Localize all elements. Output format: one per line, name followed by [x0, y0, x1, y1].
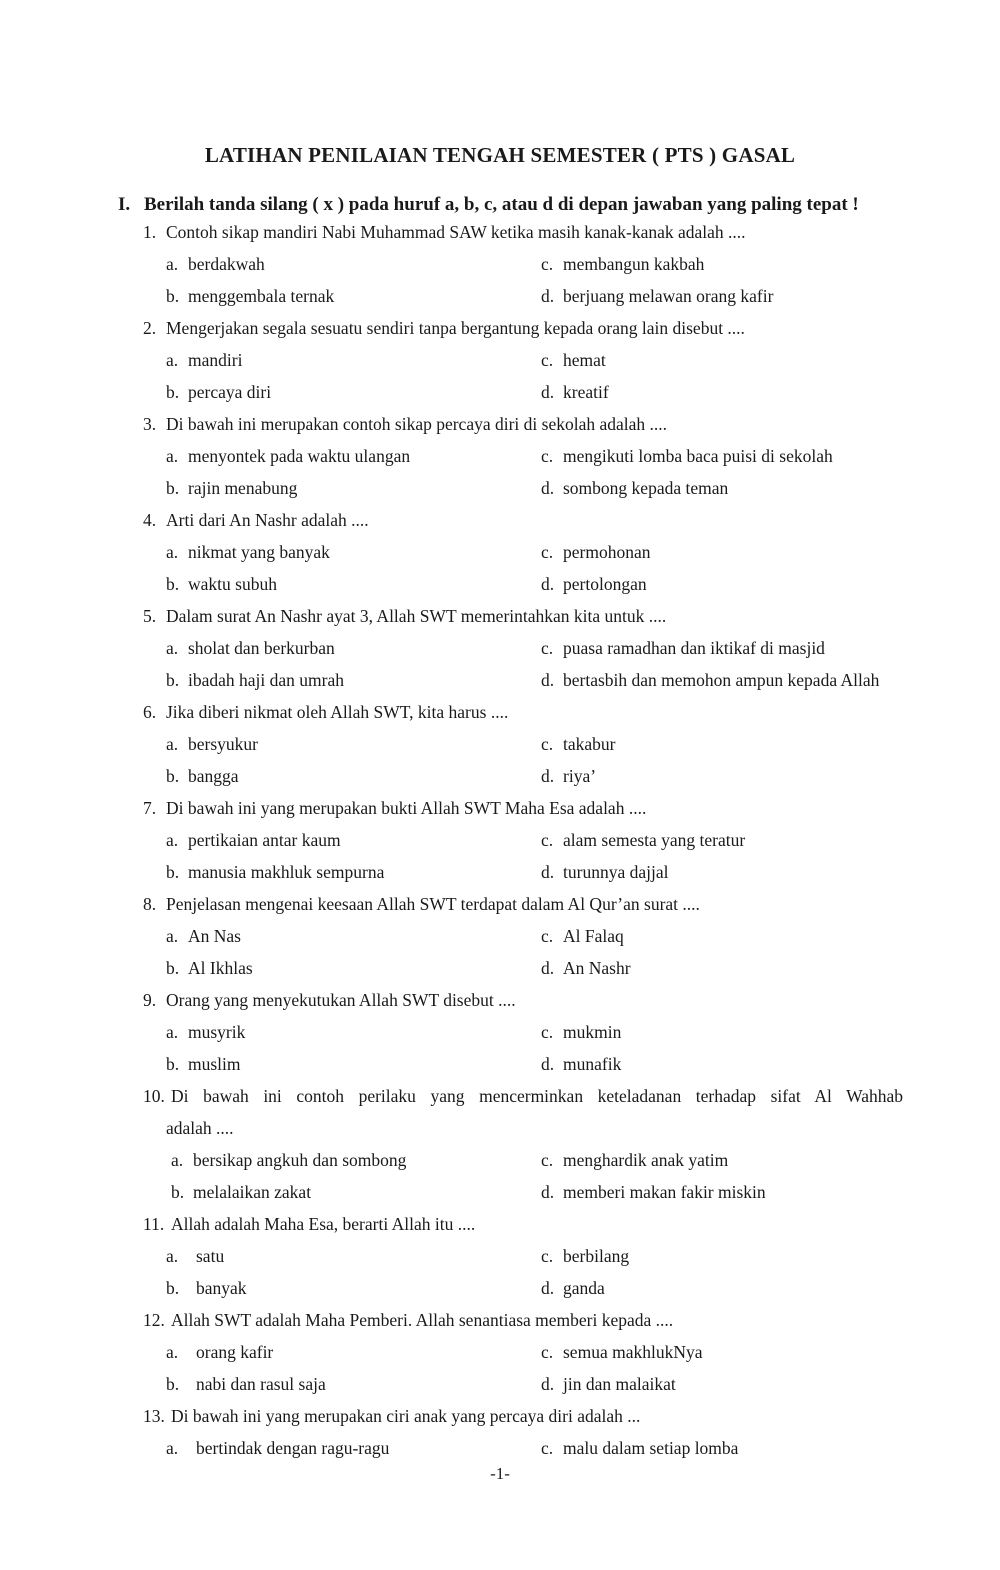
- option-letter: c.: [541, 1438, 554, 1458]
- option-text: mukmin: [563, 1022, 622, 1042]
- question-number: 5.: [143, 606, 157, 626]
- option-text: takabur: [563, 734, 616, 754]
- option-letter: d.: [541, 286, 555, 306]
- option-letter: d.: [541, 1054, 555, 1074]
- answer-option-c[interactable]: [541, 536, 650, 568]
- option-text: memberi makan fakir miskin: [563, 1182, 766, 1202]
- question-item: [0, 1208, 1000, 1304]
- option-letter: c.: [541, 350, 554, 370]
- question-number: 2.: [143, 318, 157, 338]
- option-row: [0, 1016, 1000, 1048]
- option-text: ibadah haji dan umrah: [188, 670, 344, 690]
- option-letter: b.: [166, 574, 180, 594]
- question-text: Penjelasan mengenai keesaan Allah SWT terdapat dalam Al Qur’an surat ....: [166, 894, 700, 914]
- question-number: 1.: [143, 222, 157, 242]
- answer-option-c[interactable]: [541, 248, 704, 280]
- answer-option-b[interactable]: [166, 1368, 326, 1400]
- option-text: rajin menabung: [188, 478, 298, 498]
- option-letter: c.: [541, 1022, 554, 1042]
- answer-option-c[interactable]: [541, 1144, 728, 1176]
- option-row: [0, 280, 1000, 312]
- option-text: pertolongan: [563, 574, 647, 594]
- answer-option-d[interactable]: [541, 280, 773, 312]
- option-letter: a.: [166, 638, 179, 658]
- answer-option-d[interactable]: [541, 664, 879, 696]
- option-row: [0, 248, 1000, 280]
- option-row: [0, 1176, 1000, 1208]
- option-letter: c.: [541, 254, 554, 274]
- option-text: riya’: [563, 766, 597, 786]
- option-letter: a.: [166, 926, 179, 946]
- answer-option-b[interactable]: [166, 856, 384, 888]
- option-text: alam semesta yang teratur: [563, 830, 746, 850]
- option-row: [0, 472, 1000, 504]
- question-text: Arti dari An Nashr adalah ....: [166, 510, 369, 530]
- option-letter: d.: [541, 670, 555, 690]
- section-number: I.: [118, 194, 131, 215]
- option-row: [0, 952, 1000, 984]
- option-row: [0, 1144, 1000, 1176]
- answer-option-c[interactable]: [541, 440, 833, 472]
- answer-option-a[interactable]: [166, 920, 241, 952]
- question-item: [0, 1400, 1000, 1464]
- option-letter: c.: [541, 542, 554, 562]
- answer-option-c[interactable]: [541, 824, 745, 856]
- option-letter: a.: [166, 830, 179, 850]
- option-text: jin dan malaikat: [563, 1374, 676, 1394]
- question-item: [0, 600, 1000, 696]
- option-text: orang kafir: [196, 1342, 274, 1362]
- answer-option-b[interactable]: [166, 472, 297, 504]
- option-text: kreatif: [563, 382, 609, 402]
- option-text: muslim: [188, 1054, 241, 1074]
- question-text: Allah SWT adalah Maha Pemberi. Allah senantiasa memberi kepada ....: [171, 1310, 674, 1330]
- option-letter: d.: [541, 1278, 555, 1298]
- option-letter: b.: [166, 670, 180, 690]
- question-text: Contoh sikap mandiri Nabi Muhammad SAW ketika masih kanak-kanak adalah ....: [166, 222, 746, 242]
- option-text: sombong kepada teman: [563, 478, 729, 498]
- option-row: [0, 344, 1000, 376]
- question-number: 12.: [143, 1310, 165, 1330]
- option-letter: d.: [541, 574, 555, 594]
- answer-option-d[interactable]: [541, 952, 631, 984]
- option-text: waktu subuh: [188, 574, 277, 594]
- option-letter: d.: [541, 1374, 555, 1394]
- option-row: [0, 824, 1000, 856]
- option-text: berdakwah: [188, 254, 265, 274]
- answer-option-d[interactable]: [541, 1368, 676, 1400]
- option-letter: b.: [166, 1278, 180, 1298]
- answer-option-b[interactable]: [166, 1272, 247, 1304]
- option-letter: d.: [541, 1182, 555, 1202]
- option-letter: a.: [166, 446, 179, 466]
- option-letter: d.: [541, 478, 555, 498]
- option-text: bersikap angkuh dan sombong: [193, 1150, 407, 1170]
- question-stem: [0, 1304, 1000, 1336]
- option-letter: a.: [171, 1150, 184, 1170]
- option-row: [0, 1336, 1000, 1368]
- option-letter: a.: [166, 254, 179, 274]
- answer-option-b[interactable]: [171, 1176, 311, 1208]
- question-number: 6.: [143, 702, 157, 722]
- question-item: [0, 1304, 1000, 1400]
- option-text: mandiri: [188, 350, 243, 370]
- question-number: 11.: [143, 1214, 165, 1234]
- option-text: An Nas: [188, 926, 241, 946]
- option-row: [0, 1272, 1000, 1304]
- answer-option-d[interactable]: [541, 1048, 621, 1080]
- answer-option-a[interactable]: [166, 1336, 273, 1368]
- option-text: munafik: [563, 1054, 622, 1074]
- option-row: [0, 440, 1000, 472]
- option-letter: b.: [166, 766, 180, 786]
- question-item: [0, 408, 1000, 504]
- answer-option-c[interactable]: [541, 920, 624, 952]
- answer-option-b[interactable]: [166, 952, 253, 984]
- answer-option-d[interactable]: [541, 856, 668, 888]
- answer-option-a[interactable]: [166, 1240, 224, 1272]
- option-row: [0, 1048, 1000, 1080]
- option-text: sholat dan berkurban: [188, 638, 335, 658]
- option-text: satu: [196, 1246, 225, 1266]
- option-letter: b.: [166, 958, 180, 978]
- question-text: Orang yang menyekutukan Allah SWT disebut ....: [166, 990, 516, 1010]
- option-row: [0, 536, 1000, 568]
- option-text: ganda: [563, 1278, 605, 1298]
- answer-option-d[interactable]: [541, 472, 728, 504]
- question-text: Allah adalah Maha Esa, berarti Allah itu ....: [171, 1214, 476, 1234]
- option-text: menyontek pada waktu ulangan: [188, 446, 411, 466]
- question-stem: [0, 888, 1000, 920]
- option-letter: a.: [166, 542, 179, 562]
- answer-option-d[interactable]: [541, 568, 647, 600]
- question-number: 8.: [143, 894, 157, 914]
- option-text: mengikuti lomba baca puisi di sekolah: [563, 446, 833, 466]
- question-text: Di bawah ini yang merupakan ciri anak yang percaya diri adalah ...: [171, 1406, 641, 1426]
- option-row: [0, 568, 1000, 600]
- option-text: nabi dan rasul saja: [196, 1374, 326, 1394]
- question-text: Mengerjakan segala sesuatu sendiri tanpa bergantung kepada orang lain disebut ....: [166, 318, 745, 338]
- question-number: 4.: [143, 510, 157, 530]
- page-title: LATIHAN PENILAIAN TENGAH SEMESTER ( PTS ) GASAL: [204, 143, 796, 167]
- answer-option-b[interactable]: [166, 568, 277, 600]
- question-stem: [0, 408, 1000, 440]
- answer-option-a[interactable]: [166, 1432, 389, 1464]
- option-letter: d.: [541, 382, 555, 402]
- option-letter: a.: [166, 1342, 179, 1362]
- question-text-cont: adalah ....: [166, 1118, 234, 1138]
- question-number: 3.: [143, 414, 157, 434]
- option-text: menggembala ternak: [188, 286, 335, 306]
- answer-option-a[interactable]: [166, 344, 242, 376]
- option-letter: b.: [166, 382, 180, 402]
- option-text: puasa ramadhan dan iktikaf di masjid: [563, 638, 825, 658]
- option-text: An Nashr: [563, 958, 631, 978]
- option-text: pertikaian antar kaum: [188, 830, 341, 850]
- option-row: [0, 920, 1000, 952]
- question-text-continuation: [0, 1112, 1000, 1144]
- question-stem: [0, 1208, 1000, 1240]
- option-letter: c.: [541, 1342, 554, 1362]
- question-list: [0, 216, 1000, 1464]
- question-item: [0, 216, 1000, 312]
- question-stem: [0, 1080, 1000, 1112]
- option-text: melalaikan zakat: [193, 1182, 312, 1202]
- option-letter: b.: [171, 1182, 185, 1202]
- option-letter: a.: [166, 1438, 179, 1458]
- question-stem: [0, 792, 1000, 824]
- option-row: [0, 1432, 1000, 1464]
- option-text: Al Falaq: [563, 926, 624, 946]
- option-text: turunnya dajjal: [563, 862, 669, 882]
- option-letter: b.: [166, 478, 180, 498]
- answer-option-a[interactable]: [171, 1144, 406, 1176]
- option-letter: b.: [166, 1054, 180, 1074]
- question-number: 9.: [143, 990, 157, 1010]
- answer-option-d[interactable]: [541, 760, 596, 792]
- answer-option-a[interactable]: [166, 536, 330, 568]
- question-stem: [0, 984, 1000, 1016]
- answer-option-c[interactable]: [541, 1432, 738, 1464]
- question-text: Di bawah ini yang merupakan bukti Allah SWT Maha Esa adalah ....: [166, 798, 647, 818]
- option-letter: c.: [541, 1246, 554, 1266]
- answer-option-b[interactable]: [166, 664, 344, 696]
- option-row: [0, 1368, 1000, 1400]
- option-letter: a.: [166, 350, 179, 370]
- option-letter: c.: [541, 1150, 554, 1170]
- option-letter: c.: [541, 638, 554, 658]
- answer-option-a[interactable]: [166, 248, 265, 280]
- answer-option-c[interactable]: [541, 1240, 629, 1272]
- question-item: [0, 888, 1000, 984]
- answer-option-a[interactable]: [166, 824, 341, 856]
- answer-option-d[interactable]: [541, 376, 609, 408]
- option-text: hemat: [563, 350, 606, 370]
- answer-option-c[interactable]: [541, 632, 825, 664]
- option-text: menghardik anak yatim: [563, 1150, 729, 1170]
- option-letter: b.: [166, 286, 180, 306]
- question-text: Di bawah ini merupakan contoh sikap percaya diri di sekolah adalah ....: [166, 414, 668, 434]
- option-row: [0, 664, 1000, 696]
- question-stem: [0, 600, 1000, 632]
- question-item: [0, 792, 1000, 888]
- answer-option-c[interactable]: [541, 1336, 702, 1368]
- option-letter: d.: [541, 862, 555, 882]
- option-letter: b.: [166, 1374, 180, 1394]
- option-text: membangun kakbah: [563, 254, 705, 274]
- option-letter: b.: [166, 862, 180, 882]
- question-number: 13.: [143, 1406, 165, 1426]
- option-letter: a.: [166, 1022, 179, 1042]
- instruction-text: Berilah tanda silang ( x ) pada huruf a, b, c, atau d di depan jawaban yang paling tepat !: [144, 194, 859, 215]
- answer-option-d[interactable]: [541, 1272, 605, 1304]
- option-text: manusia makhluk sempurna: [188, 862, 385, 882]
- option-letter: c.: [541, 446, 554, 466]
- option-row: [0, 1240, 1000, 1272]
- question-item: [0, 504, 1000, 600]
- answer-option-c[interactable]: [541, 728, 615, 760]
- option-letter: a.: [166, 1246, 179, 1266]
- option-text: bertasbih dan memohon ampun kepada Allah: [563, 670, 880, 690]
- option-text: banyak: [196, 1278, 247, 1298]
- option-text: semua makhlukNya: [563, 1342, 703, 1362]
- answer-option-d[interactable]: [541, 1176, 766, 1208]
- answer-option-b[interactable]: [166, 760, 239, 792]
- answer-option-a[interactable]: [166, 1016, 245, 1048]
- question-item: [0, 312, 1000, 408]
- option-letter: a.: [166, 734, 179, 754]
- option-row: [0, 760, 1000, 792]
- question-stem: [0, 312, 1000, 344]
- question-item: [0, 984, 1000, 1080]
- option-text: musyrik: [188, 1022, 246, 1042]
- answer-option-b[interactable]: [166, 280, 334, 312]
- option-letter: c.: [541, 830, 554, 850]
- option-row: [0, 632, 1000, 664]
- option-text: bertindak dengan ragu-ragu: [196, 1438, 390, 1458]
- option-text: malu dalam setiap lomba: [563, 1438, 739, 1458]
- question-item: [0, 696, 1000, 792]
- question-stem: [0, 216, 1000, 248]
- option-text: percaya diri: [188, 382, 272, 402]
- option-text: nikmat yang banyak: [188, 542, 330, 562]
- question-number: 7.: [143, 798, 157, 818]
- option-row: [0, 376, 1000, 408]
- question-text: Dalam surat An Nashr ayat 3, Allah SWT memerintahkan kita untuk ....: [166, 606, 667, 626]
- section-instruction: [118, 194, 918, 216]
- option-text: Al Ikhlas: [188, 958, 253, 978]
- option-letter: c.: [541, 926, 554, 946]
- question-number: 10.: [143, 1086, 165, 1106]
- answer-option-a[interactable]: [166, 440, 410, 472]
- option-letter: d.: [541, 958, 555, 978]
- option-letter: d.: [541, 766, 555, 786]
- option-row: [0, 728, 1000, 760]
- question-stem: [0, 696, 1000, 728]
- question-item: [0, 1080, 1000, 1208]
- question-stem: [0, 1400, 1000, 1432]
- option-row: [0, 856, 1000, 888]
- answer-option-c[interactable]: [541, 1016, 621, 1048]
- question-stem: [0, 504, 1000, 536]
- answer-option-c[interactable]: [541, 344, 606, 376]
- question-text: Jika diberi nikmat oleh Allah SWT, kita harus ....: [166, 702, 509, 722]
- option-text: berjuang melawan orang kafir: [563, 286, 774, 306]
- question-text: Di bawah ini contoh perilaku yang mencerminkan keteladanan terhadap sifat Al Wahhab: [171, 1086, 903, 1106]
- answer-option-b[interactable]: [166, 1048, 241, 1080]
- answer-option-b[interactable]: [166, 376, 271, 408]
- option-letter: c.: [541, 734, 554, 754]
- option-text: permohonan: [563, 542, 651, 562]
- option-text: berbilang: [563, 1246, 630, 1266]
- option-text: bersyukur: [188, 734, 258, 754]
- answer-option-a[interactable]: [166, 728, 258, 760]
- option-text: bangga: [188, 766, 239, 786]
- page-number: -1-: [490, 1464, 510, 1483]
- answer-option-a[interactable]: [166, 632, 335, 664]
